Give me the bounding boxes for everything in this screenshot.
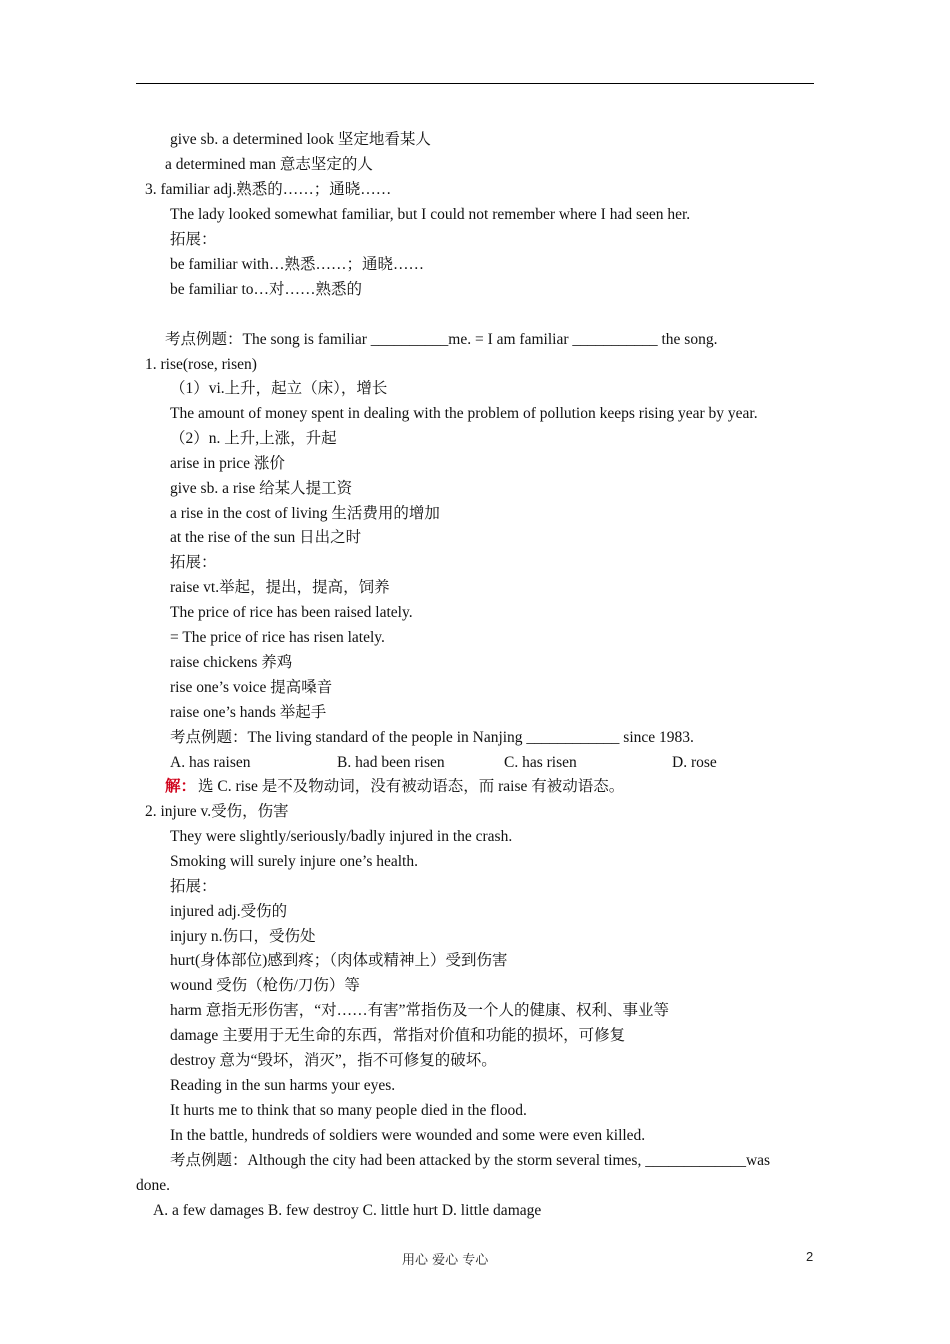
text-line: raise one’s hands 举起手 xyxy=(170,704,327,721)
text-line: injured adj.受伤的 xyxy=(170,903,288,920)
exercise-line: 考点例题：Although the city had been attacked by the storm several times, _____________was xyxy=(170,1152,771,1169)
options-line: A. a few damages B. few destroy C. little hurt D. little damage xyxy=(153,1202,542,1219)
text-line: In the battle, hundreds of soldiers were wounded and some were even killed. xyxy=(170,1127,646,1144)
option-c: C. has risen xyxy=(504,754,577,771)
text-line: hurt(身体部位)感到疼；（肉体或精神上）受到伤害 xyxy=(170,952,508,969)
text-line: injury n.伤口，受伤处 xyxy=(170,928,316,945)
text-line: wound 受伤（枪伤/刀伤）等 xyxy=(170,977,360,994)
item-heading-rise: 1. rise(rose, risen) xyxy=(145,356,257,373)
page-number: 2 xyxy=(806,1249,814,1264)
item-heading-injure: 2. injure v.受伤，伤害 xyxy=(145,803,289,820)
text-line: raise chickens 养鸡 xyxy=(170,654,293,671)
text-line: The amount of money spent in dealing with the problem of pollution keeps rising year by year. xyxy=(170,405,758,422)
option-a: A. has raisen xyxy=(170,754,251,771)
header-rule xyxy=(136,83,814,84)
text-line: give sb. a determined look 坚定地看某人 xyxy=(170,131,431,148)
text-line: （1）vi.上升，起立（床），增长 xyxy=(170,380,388,397)
text-line: give sb. a rise 给某人提工资 xyxy=(170,480,353,497)
text-line: damage 主要用于无生命的东西，常指对价值和功能的损坏，可修复 xyxy=(170,1027,626,1044)
text-line: The lady looked somewhat familiar, but I could not remember where I had seen her. xyxy=(170,206,691,223)
item-heading-familiar: 3. familiar adj.熟悉的……；通晓…… xyxy=(145,181,392,198)
page-footer: 用心 爱心 专心 xyxy=(402,1253,489,1268)
text-line: It hurts me to think that so many people died in the flood. xyxy=(170,1102,527,1119)
text-line: be familiar with…熟悉……；通晓…… xyxy=(170,256,424,273)
option-b: B. had been risen xyxy=(337,754,445,771)
text-line: done. xyxy=(136,1177,171,1194)
text-line: harm 意指无形伤害，“对……有害”常指伤及一个人的健康、权利、事业等 xyxy=(170,1002,669,1019)
text-line: a rise in the cost of living 生活费用的增加 xyxy=(170,505,440,522)
text-line: raise vt.举起，提出，提高，饲养 xyxy=(170,579,390,596)
exercise-line: 考点例题：The living standard of the people in Nanjing ____________ since 1983. xyxy=(170,729,694,746)
text-line: （2）n. 上升,上涨，升起 xyxy=(170,430,337,447)
text-line: They were slightly/seriously/badly injured in the crash. xyxy=(170,828,513,845)
option-d: D. rose xyxy=(672,754,717,771)
text-line: Smoking will surely injure one’s health. xyxy=(170,853,418,870)
answer-text: 选 C. rise 是不及物动词，没有被动语态，而 raise 有被动语态。 xyxy=(198,778,625,795)
exercise-line: 考点例题：The song is familiar __________me. = I am familiar ___________ the song. xyxy=(165,331,718,348)
text-line: 拓展： xyxy=(170,878,217,895)
text-line: rise one’s voice 提高嗓音 xyxy=(170,679,333,696)
text-line: destroy 意为“毁坏，消灭”，指不可修复的破坏。 xyxy=(170,1052,497,1069)
answer-label: 解： xyxy=(165,778,197,795)
text-line: Reading in the sun harms your eyes. xyxy=(170,1077,396,1094)
text-line: at the rise of the sun 日出之时 xyxy=(170,529,362,546)
text-line: arise in price 涨价 xyxy=(170,455,285,472)
text-line: be familiar to…对……熟悉的 xyxy=(170,281,362,298)
text-line: 拓展： xyxy=(170,554,217,571)
text-line: a determined man 意志坚定的人 xyxy=(165,156,373,173)
text-line: = The price of rice has risen lately. xyxy=(170,629,385,646)
text-line: The price of rice has been raised lately. xyxy=(170,604,413,621)
text-line: 拓展： xyxy=(170,231,217,248)
